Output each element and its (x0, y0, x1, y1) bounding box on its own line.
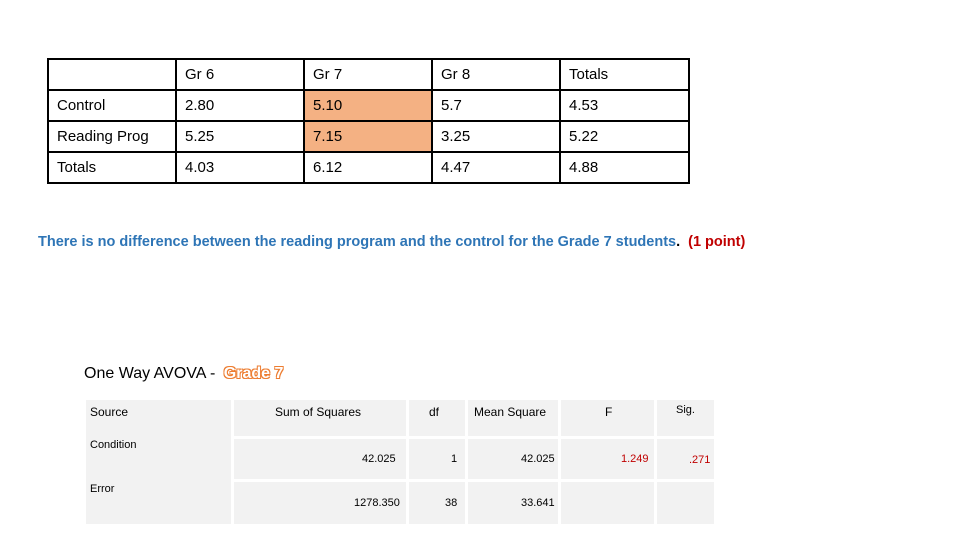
table-corner-cell (48, 59, 176, 90)
table-cell: 4.88 (560, 152, 689, 183)
condition-ss: 42.025 (362, 453, 396, 465)
table-cell: 3.25 (432, 121, 560, 152)
header-totals: Totals (560, 59, 689, 90)
table-cell: 2.80 (176, 90, 304, 121)
means-table (47, 58, 690, 184)
row-label: Control (48, 90, 176, 121)
condition-sig: .271 (689, 454, 711, 466)
table-row (48, 152, 689, 183)
error-df: 38 (445, 497, 458, 509)
header-gr8: Gr 8 (432, 59, 560, 90)
row-label-condition: Condition (90, 439, 137, 451)
header-df: df (429, 405, 440, 419)
statement-text: There is no difference between the reading program and the control for the Grade 7 students (38, 234, 677, 250)
header-mean-square: Mean Square (474, 405, 547, 419)
row-label: Totals (48, 152, 176, 183)
anova-title-text: One Way AVOVA - (84, 365, 216, 382)
table-cell: 5.7 (432, 90, 560, 121)
header-gr7: Gr 7 (304, 59, 432, 90)
header-source: Source (90, 405, 129, 419)
header-sig: Sig. (676, 404, 695, 416)
error-f-block (561, 482, 654, 524)
table-cell: 4.03 (176, 152, 304, 183)
anova-title (84, 365, 283, 383)
table-cell: 4.47 (432, 152, 560, 183)
points-label: (1 point) (688, 234, 746, 250)
header-f: F (605, 405, 613, 419)
condition-df: 1 (451, 453, 458, 465)
highlighted-cell: 7.15 (304, 121, 432, 152)
statement-period: . (676, 234, 681, 250)
table-row (48, 121, 689, 152)
table-cell: 4.53 (560, 90, 689, 121)
conclusion-statement (38, 234, 745, 250)
table-row (48, 90, 689, 121)
table-header-row (48, 59, 689, 90)
row-label-error: Error (90, 483, 115, 495)
condition-ms: 42.025 (521, 453, 555, 465)
row-label: Reading Prog (48, 121, 176, 152)
condition-f: 1.249 (621, 453, 649, 465)
error-sig-block (657, 482, 714, 524)
error-ms: 33.641 (521, 497, 555, 509)
table-cell: 5.25 (176, 121, 304, 152)
error-ss: 1278.350 (354, 497, 400, 509)
table-cell: 5.22 (560, 121, 689, 152)
anova-grade-label: Grade 7 (223, 365, 284, 382)
header-gr6: Gr 6 (176, 59, 304, 90)
highlighted-cell: 5.10 (304, 90, 432, 121)
table-cell: 6.12 (304, 152, 432, 183)
header-sum-of-squares: Sum of Squares (275, 405, 362, 419)
